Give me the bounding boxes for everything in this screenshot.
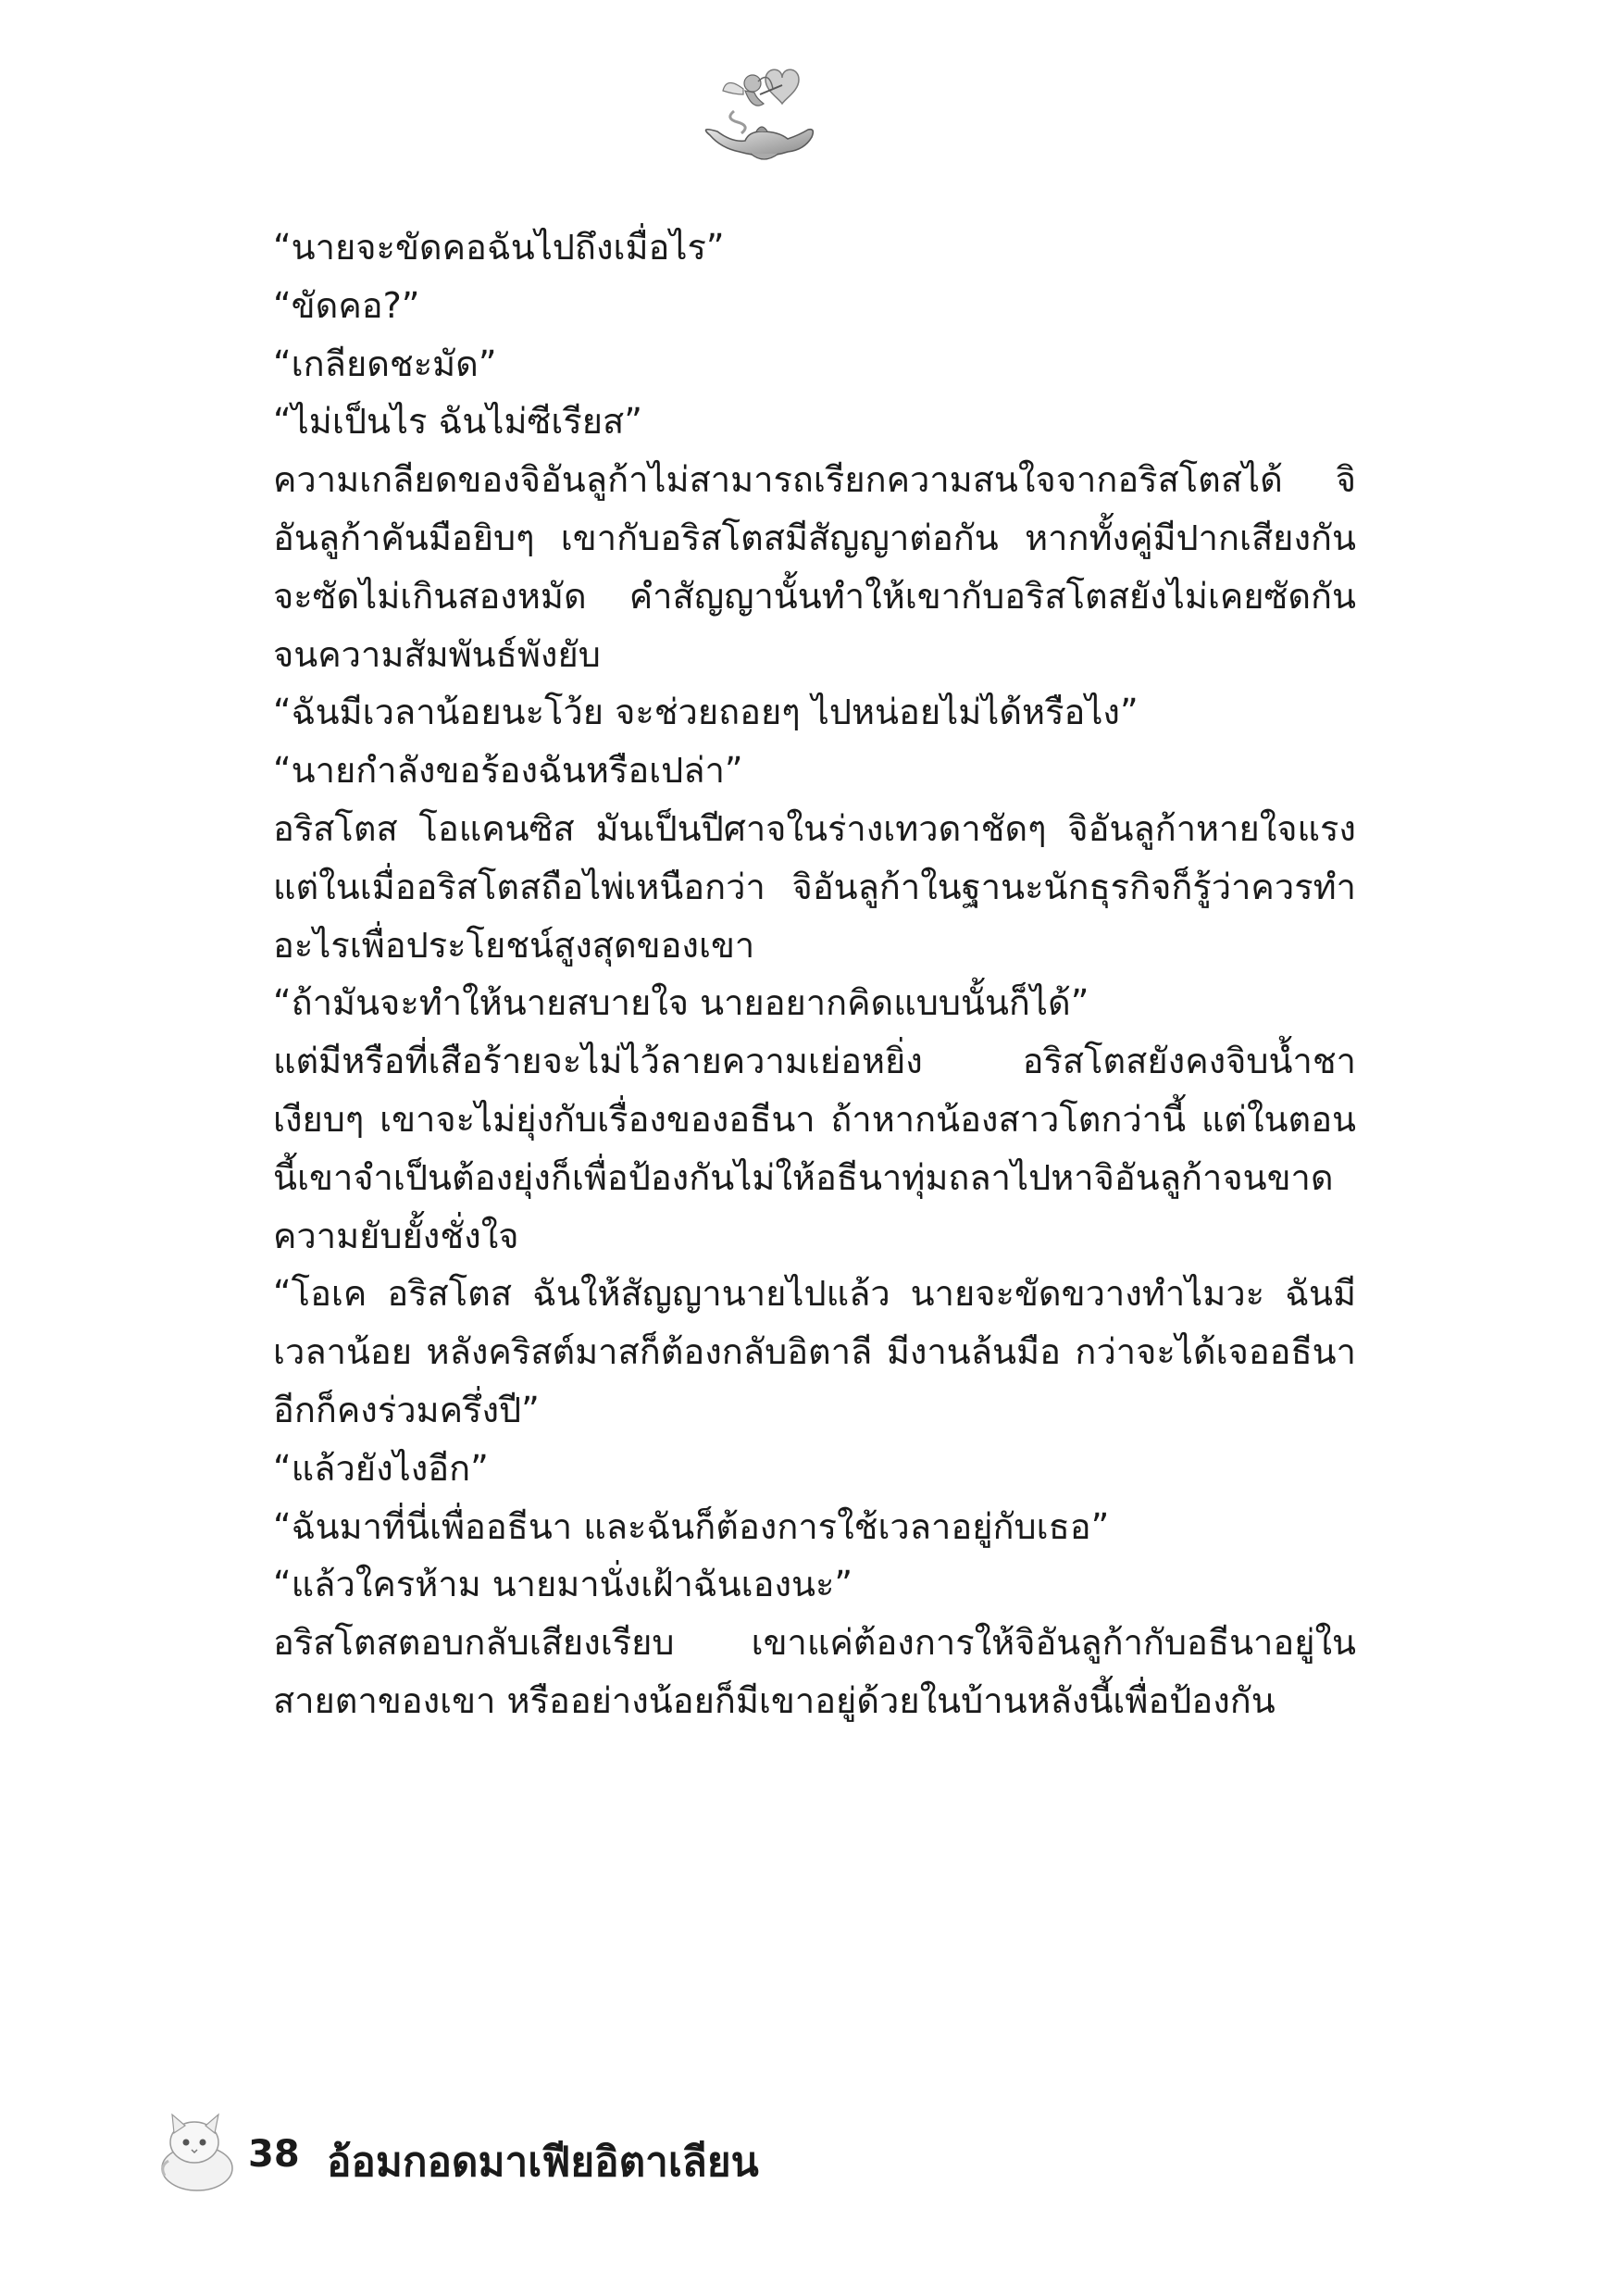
paragraph-dialogue: “แล้วยังไงอีก” bbox=[273, 1447, 489, 1489]
paragraph-dialogue: “แล้วใครห้าม นายมานั่งเฝ้าฉันเองนะ” bbox=[273, 1564, 853, 1605]
paragraph-dialogue: “นายจะขัดคอฉันไปถึงเมื่อไร” bbox=[273, 227, 725, 268]
page-body bbox=[162, 218, 1356, 1730]
paragraph-dialogue: “เกลียดชะมัด” bbox=[273, 343, 497, 384]
page-footer bbox=[156, 2102, 989, 2203]
paragraph-dialogue: “ถ้ามันจะทำให้นายสบายใจ นายอยากคิดแบบนั้นก็ได้” bbox=[273, 982, 1089, 1024]
paragraph-dialogue: “นายกำลังขอร้องฉันหรือเปล่า” bbox=[273, 750, 743, 792]
paragraph-dialogue: “ไม่เป็นไร ฉันไม่ซีเรียส” bbox=[273, 401, 642, 443]
paragraph-dialogue: “ฉันมาที่นี่เพื่ออธีนา และฉันก็ต้องการใช้เวลาอยู่กับเธอ” bbox=[273, 1505, 1110, 1547]
paragraph-narrative: ความเกลียดของจิอันลูก้าไม่สามารถเรียกความสนใจจากอริสโตสได้ จิอันลูก้าคันมือยิบๆ เขากับอริสโตสมีสัญญาต่อกัน หากทั้งคู่มีปากเสียงกันจะซัดไม่เกินสองหมัด คำสัญญานั้นทำให้เขากับอริสโตสยังไม่เคยซัดกันจนความสัมพันธ์พังยับ bbox=[273, 459, 1356, 675]
paragraph-narrative: “โอเค อริสโตส ฉันให้สัญญานายไปแล้ว นายจะขัดขวางทำไมวะ ฉันมีเวลาน้อย หลังคริสต์มาสก็ต้องกลับอิตาลี มีงานล้นมือ กว่าจะได้เจออธีนาอีกก็คงร่วมครึ่งปี” bbox=[273, 1273, 1356, 1430]
paragraph-narrative: แต่มีหรือที่เสือร้ายจะไม่ไว้ลายความเย่อหยิ่ง อริสโตสยังคงจิบน้ำชาเงียบๆ เขาจะไม่ยุ่งกับเรื่องของอธีนา ถ้าหากน้องสาวโตกว่านี้ แต่ในตอนนี้เขาจำเป็นต้องยุ่งก็เพื่อป้องกันไม่ให้อธีนาทุ่มถลาไปหาจิอันลูก้าจนขาดความยับยั้งชั่งใจ bbox=[273, 1041, 1356, 1256]
paragraph-dialogue: “ขัดคอ?” bbox=[273, 284, 420, 326]
paragraph-dialogue: “ฉันมีเวลาน้อยนะโว้ย จะช่วยถอยๆ ไปหน่อยไม่ได้หรือไง” bbox=[273, 692, 1139, 733]
cupid-lamp-ornament-icon bbox=[690, 57, 828, 168]
paragraph-narrative: อริสโตสตอบกลับเสียงเรียบ เขาแค่ต้องการให้จิอันลูก้ากับอธีนาอยู่ในสายตาของเขา หรืออย่างน้อยก็มีเขาอยู่ด้วยในบ้านหลังนี้เพื่อป้องกัน bbox=[273, 1622, 1356, 1721]
page-number: 38 bbox=[248, 2133, 300, 2176]
book-title: อ้อมกอดมาเฟียอิตาเลียน bbox=[327, 2139, 759, 2186]
paragraph-narrative: อริสโตส โอแคนซิส มันเป็นปีศาจในร่างเทวดาชัดๆ จิอันลูก้าหายใจแรง แต่ในเมื่ออริสโตสถือไพ่เหนือกว่า จิอันลูก้าในฐานะนักธุรกิจก็รู้ว่าควรทำอะไรเพื่อประโยชน์สูงสุดของเขา bbox=[273, 807, 1356, 966]
white-cat-icon bbox=[156, 2102, 239, 2194]
